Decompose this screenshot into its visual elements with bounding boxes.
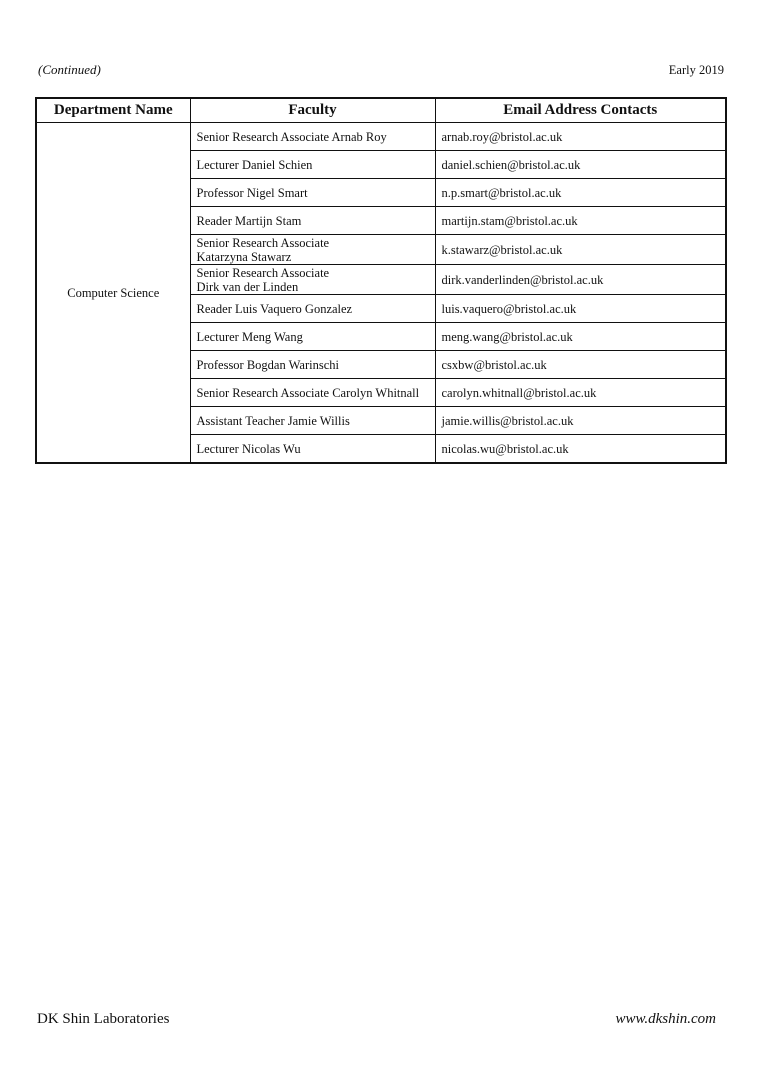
- faculty-cell: [190, 235, 435, 265]
- email-cell: carolyn.whitnall@bristol.ac.uk: [435, 379, 726, 407]
- faculty-name-line: Dirk van der Linden: [196, 279, 299, 294]
- faculty-name-line: Senior Research Associate: [196, 235, 330, 250]
- faculty-cell: [190, 323, 435, 351]
- footer-website: www.dkshin.com: [615, 1011, 716, 1027]
- table-body: [36, 123, 726, 464]
- faculty-name-line: Reader Luis Vaquero Gonzalez: [196, 301, 353, 316]
- table-row: [36, 123, 726, 151]
- email-cell: nicolas.wu@bristol.ac.uk: [435, 435, 726, 464]
- email-cell: k.stawarz@bristol.ac.uk: [435, 235, 726, 265]
- faculty-name-line: Lecturer Meng Wang: [196, 329, 303, 344]
- email-cell: luis.vaquero@bristol.ac.uk: [435, 295, 726, 323]
- faculty-cell: [190, 265, 435, 295]
- footer-organization: DK Shin Laboratories: [37, 1011, 170, 1027]
- faculty-cell: [190, 151, 435, 179]
- continued-label: (Continued): [38, 62, 101, 77]
- faculty-name-line: Reader Martijn Stam: [196, 213, 302, 228]
- faculty-name-line: Professor Bogdan Warinschi: [196, 357, 339, 372]
- faculty-cell: [190, 207, 435, 235]
- faculty-cell: [190, 407, 435, 435]
- faculty-cell: [190, 179, 435, 207]
- faculty-contacts-table: [35, 97, 727, 464]
- faculty-cell: [190, 123, 435, 151]
- faculty-name-line: Senior Research Associate Arnab Roy: [196, 129, 387, 144]
- email-cell: daniel.schien@bristol.ac.uk: [435, 151, 726, 179]
- column-header-faculty: Faculty: [190, 98, 435, 123]
- faculty-name-line: Senior Research Associate: [196, 265, 330, 280]
- faculty-cell: [190, 295, 435, 323]
- faculty-cell: [190, 351, 435, 379]
- faculty-name-line: Lecturer Daniel Schien: [196, 157, 313, 172]
- faculty-name-line: Senior Research Associate Carolyn Whitnall: [196, 385, 420, 400]
- date-label: Early 2019: [668, 63, 724, 77]
- faculty-cell: [190, 379, 435, 407]
- faculty-name-line: Lecturer Nicolas Wu: [196, 441, 301, 456]
- email-cell: dirk.vanderlinden@bristol.ac.uk: [435, 265, 726, 295]
- email-cell: martijn.stam@bristol.ac.uk: [435, 207, 726, 235]
- email-cell: jamie.willis@bristol.ac.uk: [435, 407, 726, 435]
- email-cell: n.p.smart@bristol.ac.uk: [435, 179, 726, 207]
- column-header-department: Department Name: [36, 98, 190, 123]
- email-cell: meng.wang@bristol.ac.uk: [435, 323, 726, 351]
- column-header-email: Email Address Contacts: [435, 98, 726, 123]
- faculty-name-line: Assistant Teacher Jamie Willis: [196, 413, 350, 428]
- table-header-row: [36, 98, 726, 123]
- email-cell: arnab.roy@bristol.ac.uk: [435, 123, 726, 151]
- email-cell: csxbw@bristol.ac.uk: [435, 351, 726, 379]
- department-cell: Computer Science: [36, 123, 190, 464]
- faculty-name-line: Professor Nigel Smart: [196, 185, 308, 200]
- faculty-name-line: Katarzyna Stawarz: [196, 249, 292, 264]
- faculty-cell: [190, 435, 435, 464]
